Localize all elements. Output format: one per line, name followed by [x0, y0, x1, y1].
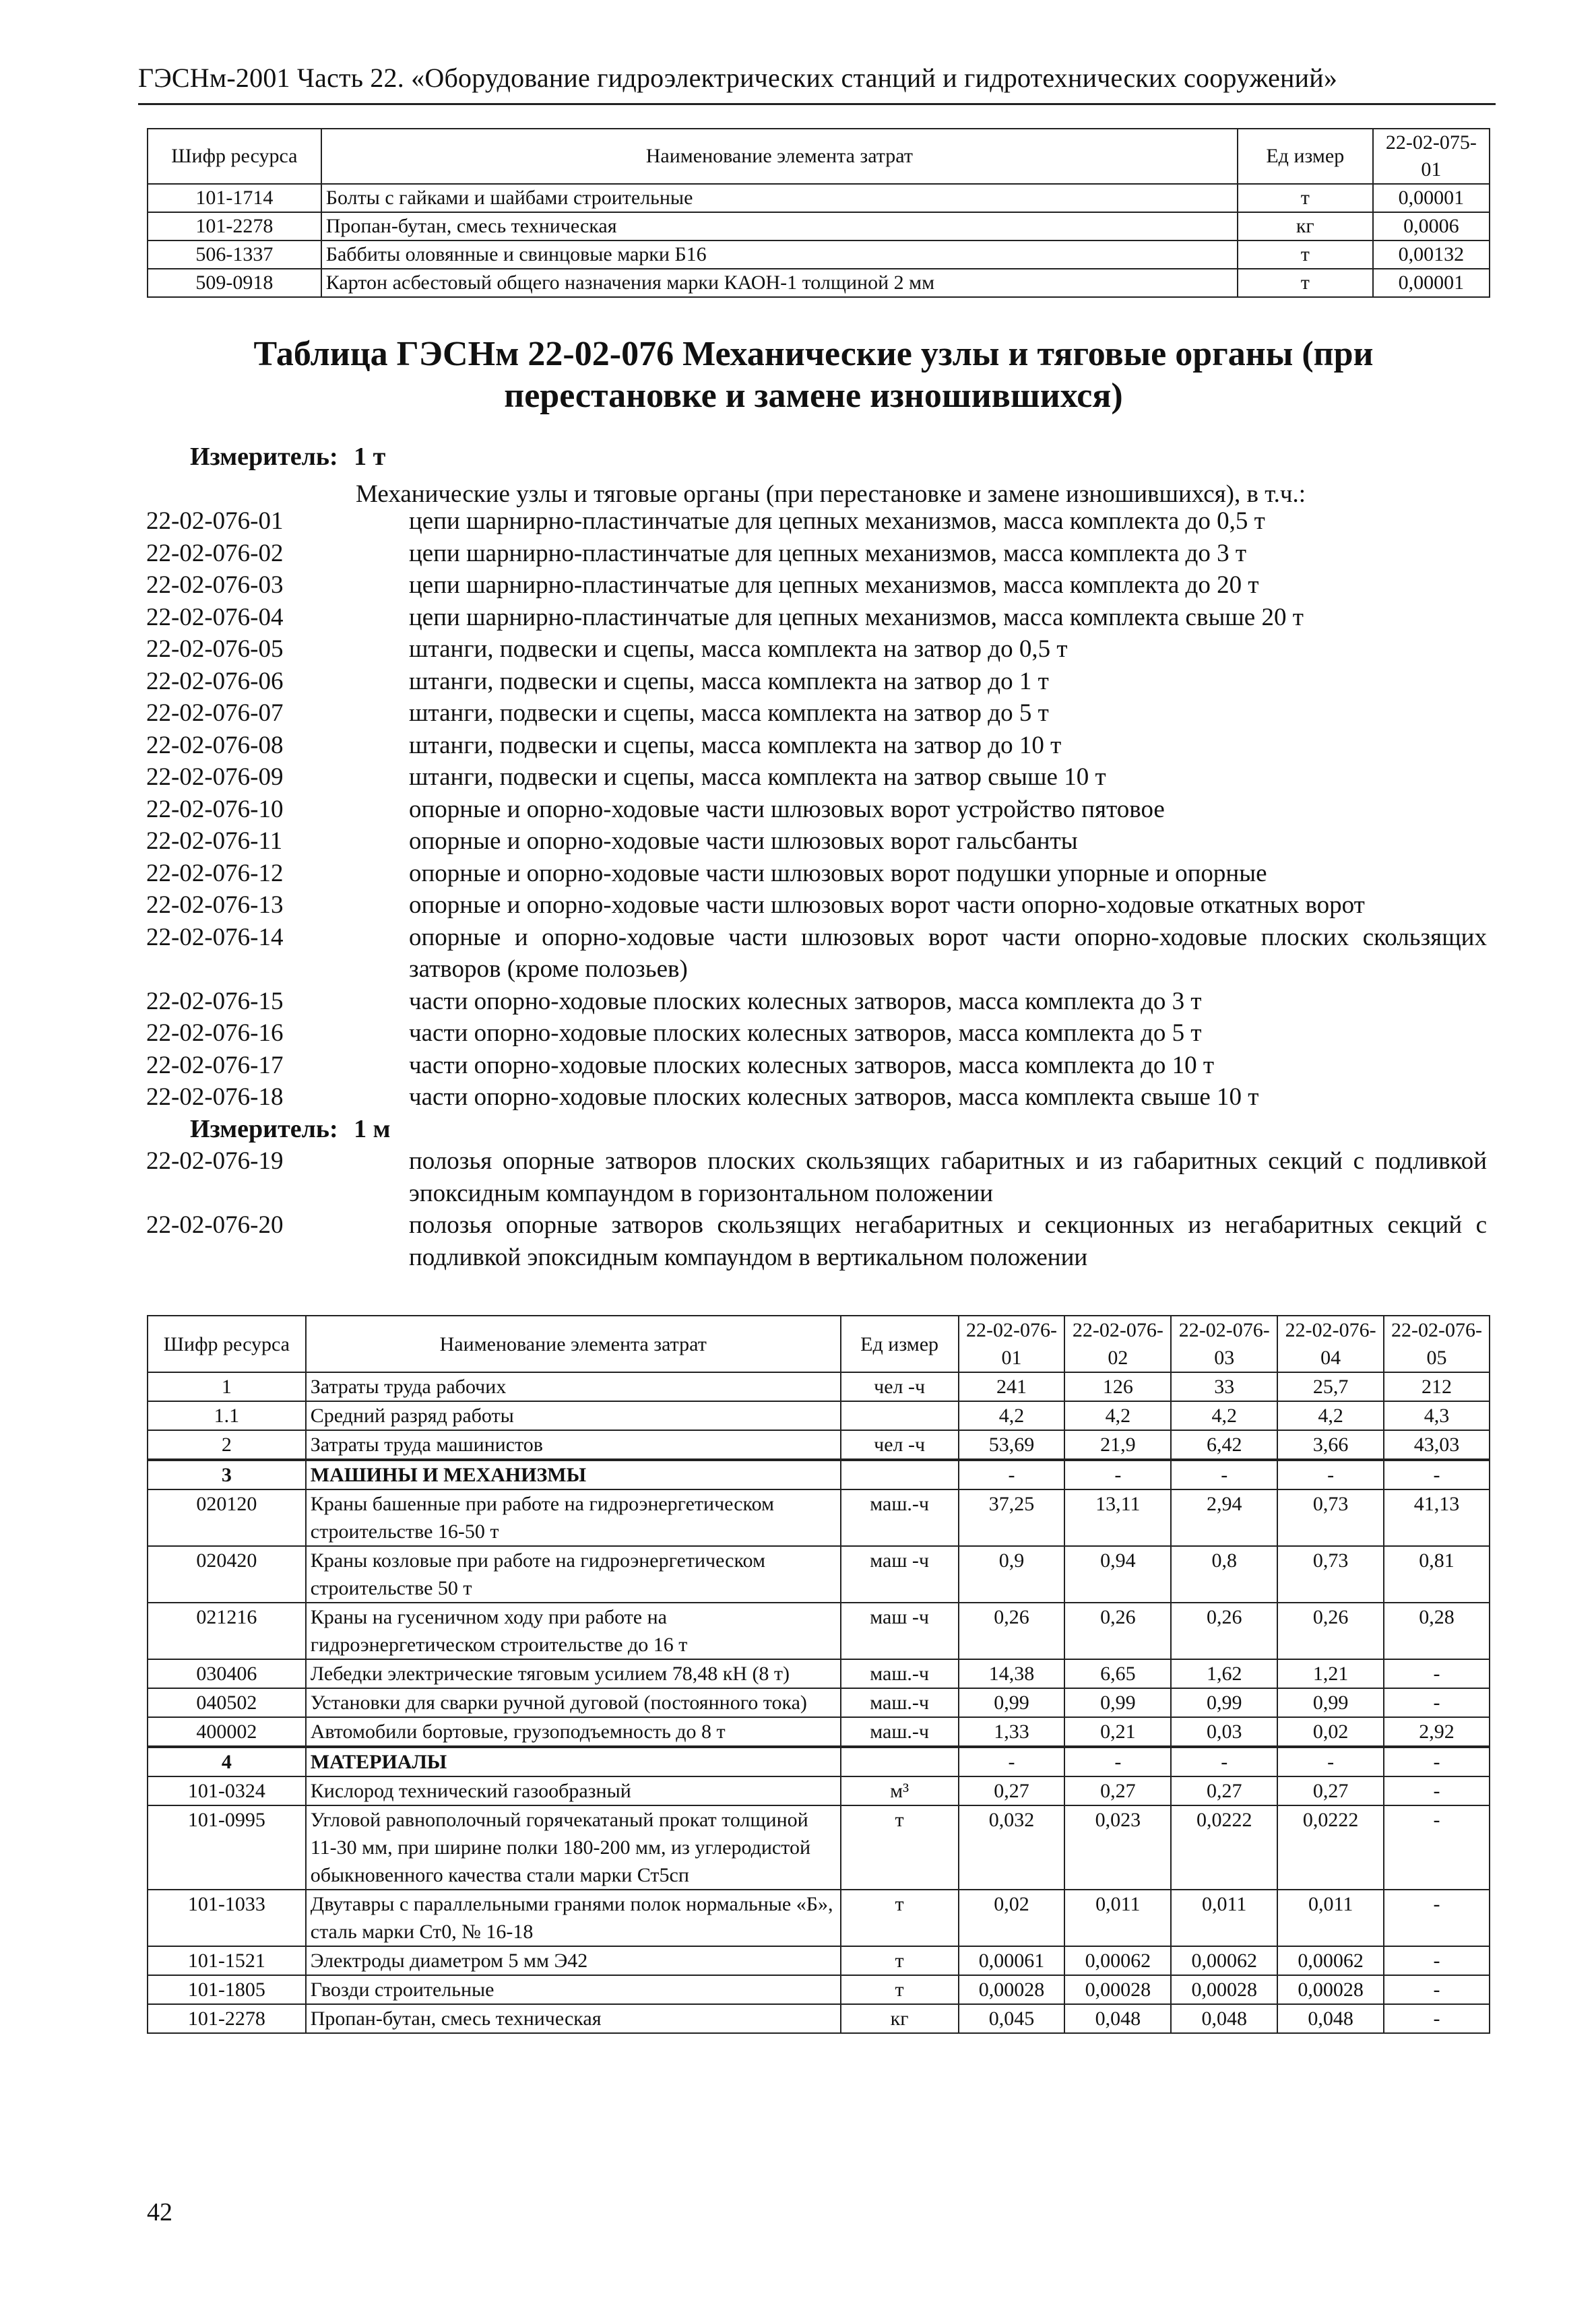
header-cell: Наименование элемента затрат — [306, 1316, 841, 1372]
table-row — [148, 1717, 1490, 1747]
cell: 1,21 — [1277, 1659, 1384, 1688]
cell: 0,048 — [1277, 2004, 1384, 2033]
list-item — [146, 858, 1487, 890]
item-text: штанги, подвески и сцепы, масса комплекта на затвор до 1 т — [409, 667, 1049, 695]
cell: 020420 — [148, 1546, 306, 1603]
cell: - — [1384, 1747, 1490, 1776]
cell: 1 — [148, 1372, 306, 1401]
cell: 0,02 — [959, 1890, 1065, 1946]
cell: 43,03 — [1384, 1430, 1490, 1460]
table-row — [148, 1805, 1490, 1890]
table-row — [148, 1747, 1490, 1776]
item-text: части опорно-ходовые плоских колесных затворов, масса комплекта до 10 т — [409, 1051, 1215, 1079]
header-cell: 22-02-075-01 — [1373, 129, 1490, 184]
cell: 101-1033 — [148, 1890, 306, 1946]
header-cell: 22-02-076-04 — [1277, 1316, 1384, 1372]
table-row — [148, 1946, 1490, 1975]
cell: Болты с гайками и шайбами строительные — [321, 184, 1238, 212]
list-item — [146, 1017, 1487, 1050]
measure-row-1 — [190, 442, 385, 472]
cell: 0,26 — [1277, 1603, 1384, 1659]
cell: - — [1384, 1890, 1490, 1946]
cell: 101-2278 — [148, 212, 321, 240]
measure-value: 1 м — [354, 1114, 391, 1143]
cell: 400002 — [148, 1717, 306, 1747]
header-rule — [138, 103, 1496, 105]
cell: 4,2 — [1064, 1401, 1171, 1430]
item-text: цепи шарнирно-пластинчатые для цепных механизмов, масса комплекта до 20 т — [409, 571, 1259, 599]
table-row — [148, 1603, 1490, 1659]
cell: 0,21 — [1064, 1717, 1171, 1747]
table-row — [148, 2004, 1490, 2033]
cell: т — [841, 1975, 959, 2004]
measure-label: Измеритель: — [190, 443, 338, 471]
cell: 0,0222 — [1277, 1805, 1384, 1890]
item-code: 22-02-076-01 — [146, 507, 284, 535]
cell — [841, 1401, 959, 1430]
cell: 0,0006 — [1373, 212, 1490, 240]
cell: 4,2 — [1171, 1401, 1277, 1430]
cell: 6,42 — [1171, 1430, 1277, 1460]
cell: 0,011 — [1064, 1890, 1171, 1946]
cell: 0,73 — [1277, 1546, 1384, 1603]
cell: 41,13 — [1384, 1489, 1490, 1546]
cell: 2,94 — [1171, 1489, 1277, 1546]
cell: т — [1238, 240, 1373, 269]
cell: 101-0995 — [148, 1805, 306, 1890]
cell: маш.-ч — [841, 1717, 959, 1747]
cell: 0,9 — [959, 1546, 1065, 1603]
item-code: 22-02-076-12 — [146, 859, 284, 887]
cell: т — [1238, 184, 1373, 212]
cell: 0,99 — [1064, 1688, 1171, 1717]
table-header-row — [148, 129, 1490, 184]
cell: 0,011 — [1277, 1890, 1384, 1946]
item-text: цепи шарнирно-пластинчатые для цепных механизмов, масса комплекта до 0,5 т — [409, 507, 1265, 535]
list-item — [146, 602, 1487, 634]
cell: 021216 — [148, 1603, 306, 1659]
cell: 212 — [1384, 1372, 1490, 1401]
cell: - — [1064, 1747, 1171, 1776]
list-item — [146, 922, 1487, 986]
cell: 101-2278 — [148, 2004, 306, 2033]
cell: Затраты труда машинистов — [306, 1430, 841, 1460]
cell: Угловой равнополочный горячекатаный прокат толщиной 11-30 мм, при ширине полки 180-200 мм, из углеродистой обыкновенного качества стали марки Ст5сп — [306, 1805, 841, 1890]
cell: 0,048 — [1171, 2004, 1277, 2033]
header-cell: 22-02-076-05 — [1384, 1316, 1490, 1372]
cell: - — [1384, 1805, 1490, 1890]
item-text: части опорно-ходовые плоских колесных затворов, масса комплекта свыше 10 т — [409, 1083, 1259, 1111]
item-code: 22-02-076-20 — [146, 1211, 284, 1239]
header-cell: Шифр ресурса — [148, 129, 321, 184]
cell: 0,00028 — [1171, 1975, 1277, 2004]
table-row — [148, 1776, 1490, 1805]
item-text: части опорно-ходовые плоских колесных затворов, масса комплекта до 3 т — [409, 987, 1202, 1015]
cell: 0,00028 — [1277, 1975, 1384, 2004]
cell: маш.-ч — [841, 1688, 959, 1717]
item-code: 22-02-076-04 — [146, 603, 284, 631]
cell: 101-1521 — [148, 1946, 306, 1975]
cell: 1.1 — [148, 1401, 306, 1430]
cell: 4 — [148, 1747, 306, 1776]
item-text: полозья опорные затворов плоских скользящих габаритных и из габаритных секций с подливкой эпоксидным компаундом в горизонтальном положении — [409, 1147, 1487, 1207]
cell: - — [1384, 1946, 1490, 1975]
list-item — [146, 986, 1487, 1018]
item-code: 22-02-076-19 — [146, 1147, 284, 1175]
cell: Электроды диаметром 5 мм Э42 — [306, 1946, 841, 1975]
item-text: опорные и опорно-ходовые части шлюзовых ворот устройство пятовое — [409, 795, 1165, 823]
list-item — [146, 889, 1487, 922]
table-row — [148, 1430, 1490, 1460]
cell: т — [1238, 269, 1373, 297]
item-code: 22-02-076-13 — [146, 891, 284, 919]
code-list — [146, 505, 1487, 1273]
cell: Средний разряд работы — [306, 1401, 841, 1430]
cell: - — [1384, 2004, 1490, 2033]
list-item — [146, 1145, 1487, 1209]
table-row — [148, 1401, 1490, 1430]
cell: маш -ч — [841, 1603, 959, 1659]
header-cell: 22-02-076-03 — [1171, 1316, 1277, 1372]
cell: маш -ч — [841, 1546, 959, 1603]
cell: 0,048 — [1064, 2004, 1171, 2033]
list-item — [146, 825, 1487, 858]
cell: 0,00061 — [959, 1946, 1065, 1975]
header-cell: 22-02-076-02 — [1064, 1316, 1171, 1372]
cell: 0,032 — [959, 1805, 1065, 1890]
cell: - — [1277, 1460, 1384, 1489]
item-code: 22-02-076-07 — [146, 699, 284, 727]
cell: 1,33 — [959, 1717, 1065, 1747]
cell: - — [959, 1747, 1065, 1776]
table-row — [148, 269, 1490, 297]
cell: чел -ч — [841, 1430, 959, 1460]
list-item — [146, 505, 1487, 538]
list-item — [146, 761, 1487, 794]
cell: 2,92 — [1384, 1717, 1490, 1747]
cell: 0,99 — [959, 1688, 1065, 1717]
cell: 3 — [148, 1460, 306, 1489]
table-row — [148, 184, 1490, 212]
section-heading: МАТЕРИАЛЫ — [306, 1747, 841, 1776]
resource-table-075 — [147, 128, 1490, 298]
cell: 241 — [959, 1372, 1065, 1401]
item-text: штанги, подвески и сцепы, масса комплекта на затвор свыше 10 т — [409, 763, 1106, 791]
list-item — [146, 794, 1487, 826]
item-text: штанги, подвески и сцепы, масса комплекта на затвор до 5 т — [409, 699, 1049, 727]
cell: Затраты труда рабочих — [306, 1372, 841, 1401]
cell: 0,03 — [1171, 1717, 1277, 1747]
cell: 0,00001 — [1373, 184, 1490, 212]
item-code: 22-02-076-08 — [146, 731, 284, 759]
cell: 37,25 — [959, 1489, 1065, 1546]
list-item — [146, 1209, 1487, 1273]
item-code: 22-02-076-16 — [146, 1019, 284, 1047]
cell: Краны башенные при работе на гидроэнергетическом строительстве 16-50 т — [306, 1489, 841, 1546]
cell: 0,8 — [1171, 1546, 1277, 1603]
cell: 0,023 — [1064, 1805, 1171, 1890]
item-code: 22-02-076-11 — [146, 827, 283, 855]
item-code: 22-02-076-02 — [146, 539, 284, 567]
cell: 25,7 — [1277, 1372, 1384, 1401]
item-code: 22-02-076-10 — [146, 795, 284, 823]
header-cell: Наименование элемента затрат — [321, 129, 1238, 184]
cell: - — [1384, 1460, 1490, 1489]
cell: 14,38 — [959, 1659, 1065, 1688]
table-row — [148, 1890, 1490, 1946]
cell: 0,99 — [1277, 1688, 1384, 1717]
table-header-row — [148, 1316, 1490, 1372]
cell: 101-1805 — [148, 1975, 306, 2004]
cell: 6,65 — [1064, 1659, 1171, 1688]
cell: кг — [1238, 212, 1373, 240]
cell: 0,00062 — [1277, 1946, 1384, 1975]
table-row — [148, 1688, 1490, 1717]
cell: т — [841, 1946, 959, 1975]
cell: 020120 — [148, 1489, 306, 1546]
item-text: опорные и опорно-ходовые части шлюзовых ворот части опорно-ходовые откатных ворот — [409, 891, 1365, 919]
cell: Пропан-бутан, смесь техническая — [306, 2004, 841, 2033]
item-text: части опорно-ходовые плоских колесных затворов, масса комплекта до 5 т — [409, 1019, 1202, 1047]
cell: - — [1171, 1747, 1277, 1776]
cell: т — [841, 1805, 959, 1890]
cell: 4,2 — [959, 1401, 1065, 1430]
table-title: Таблица ГЭСНм 22-02-076 Механические узлы и тяговые органы (при перестановке и замене изношившихся) — [253, 335, 1374, 415]
cell: кг — [841, 2004, 959, 2033]
measure-row-2 — [190, 1114, 1487, 1146]
cell: 13,11 — [1064, 1489, 1171, 1546]
table-row — [148, 1546, 1490, 1603]
list-item — [146, 1081, 1487, 1114]
cell: чел -ч — [841, 1372, 959, 1401]
cell: 1,62 — [1171, 1659, 1277, 1688]
table-row — [148, 1659, 1490, 1688]
cell: - — [1384, 1688, 1490, 1717]
cell: Баббиты оловянные и свинцовые марки Б16 — [321, 240, 1238, 269]
cell: 0,045 — [959, 2004, 1065, 2033]
cell: 0,99 — [1171, 1688, 1277, 1717]
cell: м³ — [841, 1776, 959, 1805]
cell: 0,27 — [1277, 1776, 1384, 1805]
cell: - — [1064, 1460, 1171, 1489]
cell: 53,69 — [959, 1430, 1065, 1460]
cell: маш.-ч — [841, 1489, 959, 1546]
cell: 0,00028 — [1064, 1975, 1171, 2004]
cell: 030406 — [148, 1659, 306, 1688]
cell: 040502 — [148, 1688, 306, 1717]
cell: 0,0222 — [1171, 1805, 1277, 1890]
list-item — [146, 538, 1487, 570]
item-code: 22-02-076-05 — [146, 635, 284, 663]
cell: 0,00062 — [1171, 1946, 1277, 1975]
cell: 126 — [1064, 1372, 1171, 1401]
item-code: 22-02-076-17 — [146, 1051, 284, 1079]
cell — [841, 1460, 959, 1489]
cell: 2 — [148, 1430, 306, 1460]
cell — [841, 1747, 959, 1776]
cell: 0,26 — [1171, 1603, 1277, 1659]
cell: Пропан-бутан, смесь техническая — [321, 212, 1238, 240]
item-code: 22-02-076-18 — [146, 1083, 284, 1111]
cell: Лебедки электрические тяговым усилием 78,48 кН (8 т) — [306, 1659, 841, 1688]
cell: 0,00001 — [1373, 269, 1490, 297]
list-item — [146, 633, 1487, 666]
cell: 509-0918 — [148, 269, 321, 297]
cell: 101-1714 — [148, 184, 321, 212]
resource-table-076 — [147, 1315, 1490, 2034]
cell: 4,3 — [1384, 1401, 1490, 1430]
cell: 0,28 — [1384, 1603, 1490, 1659]
cell: - — [1277, 1747, 1384, 1776]
header-cell: Шифр ресурса — [148, 1316, 306, 1372]
item-code: 22-02-076-09 — [146, 763, 284, 791]
item-code: 22-02-076-06 — [146, 667, 284, 695]
cell: 0,94 — [1064, 1546, 1171, 1603]
item-text: опорные и опорно-ходовые части шлюзовых ворот части опорно-ходовые плоских скользящих затворов (кроме полозьев) — [409, 923, 1487, 983]
header-cell: Ед измер — [1238, 129, 1373, 184]
measure-value: 1 т — [354, 443, 386, 471]
item-text: штанги, подвески и сцепы, масса комплекта на затвор до 0,5 т — [409, 635, 1068, 663]
list-item — [146, 730, 1487, 762]
cell: 0,26 — [1064, 1603, 1171, 1659]
item-code: 22-02-076-03 — [146, 571, 284, 599]
cell: 0,81 — [1384, 1546, 1490, 1603]
cell: 21,9 — [1064, 1430, 1171, 1460]
cell: 0,26 — [959, 1603, 1065, 1659]
cell: Автомобили бортовые, грузоподъемность до 8 т — [306, 1717, 841, 1747]
item-code: 22-02-076-15 — [146, 987, 284, 1015]
cell: 101-0324 — [148, 1776, 306, 1805]
item-text: опорные и опорно-ходовые части шлюзовых ворот подушки упорные и опорные — [409, 859, 1267, 887]
item-code: 22-02-076-14 — [146, 923, 284, 951]
item-text: опорные и опорно-ходовые части шлюзовых ворот гальсбанты — [409, 827, 1078, 855]
measure-label: Измеритель: — [190, 1114, 338, 1143]
cell: 0,27 — [959, 1776, 1065, 1805]
cell: 0,011 — [1171, 1890, 1277, 1946]
cell: 33 — [1171, 1372, 1277, 1401]
cell: - — [959, 1460, 1065, 1489]
cell: Гвозди строительные — [306, 1975, 841, 2004]
list-item — [146, 666, 1487, 698]
cell: 0,00062 — [1064, 1946, 1171, 1975]
table-row — [148, 212, 1490, 240]
section-heading: МАШИНЫ И МЕХАНИЗМЫ — [306, 1460, 841, 1489]
item-text: штанги, подвески и сцепы, масса комплекта на затвор до 10 т — [409, 731, 1062, 759]
list-item — [146, 1050, 1487, 1082]
cell: 0,27 — [1171, 1776, 1277, 1805]
header-cell: Ед измер — [841, 1316, 959, 1372]
table-row — [148, 240, 1490, 269]
cell: Краны козловые при работе на гидроэнергетическом строительстве 50 т — [306, 1546, 841, 1603]
cell: 0,02 — [1277, 1717, 1384, 1747]
cell: т — [841, 1890, 959, 1946]
cell: 0,27 — [1064, 1776, 1171, 1805]
cell: - — [1384, 1776, 1490, 1805]
item-text: цепи шарнирно-пластинчатые для цепных механизмов, масса комплекта свыше 20 т — [409, 603, 1304, 631]
table-row — [148, 1372, 1490, 1401]
cell: 506-1337 — [148, 240, 321, 269]
table-row — [148, 1460, 1490, 1489]
item-text: цепи шарнирно-пластинчатые для цепных механизмов, масса комплекта до 3 т — [409, 539, 1247, 567]
page-header: ГЭСНм-2001 Часть 22. «Оборудование гидроэлектрических станций и гидротехнических сооружений» — [138, 63, 1338, 93]
cell: Картон асбестовый общего назначения марки КАОН-1 толщиной 2 мм — [321, 269, 1238, 297]
intro-text: Механические узлы и тяговые органы (при перестановке и замене изношившихся), в т.ч.: — [356, 480, 1306, 508]
cell: - — [1384, 1975, 1490, 2004]
cell: Двутавры с параллельными гранями полок нормальные «Б», сталь марки Ст0, № 16-18 — [306, 1890, 841, 1946]
table-row — [148, 1489, 1490, 1546]
cell: Краны на гусеничном ходу при работе на гидроэнергетическом строительстве до 16 т — [306, 1603, 841, 1659]
cell: Установки для сварки ручной дуговой (постоянного тока) — [306, 1688, 841, 1717]
list-item — [146, 697, 1487, 730]
cell: 3,66 — [1277, 1430, 1384, 1460]
cell: 0,00132 — [1373, 240, 1490, 269]
cell: - — [1384, 1659, 1490, 1688]
header-cell: 22-02-076-01 — [959, 1316, 1065, 1372]
cell: - — [1171, 1460, 1277, 1489]
cell: 4,2 — [1277, 1401, 1384, 1430]
item-text: полозья опорные затворов скользящих негабаритных и секционных из негабаритных секций с подливкой эпоксидным компаундом в вертикальном положении — [409, 1211, 1487, 1271]
table-row — [148, 1975, 1490, 2004]
page-number: 42 — [147, 2198, 172, 2226]
cell: 0,00028 — [959, 1975, 1065, 2004]
cell: маш.-ч — [841, 1659, 959, 1688]
cell: Кислород технический газообразный — [306, 1776, 841, 1805]
cell: 0,73 — [1277, 1489, 1384, 1546]
list-item — [146, 569, 1487, 602]
